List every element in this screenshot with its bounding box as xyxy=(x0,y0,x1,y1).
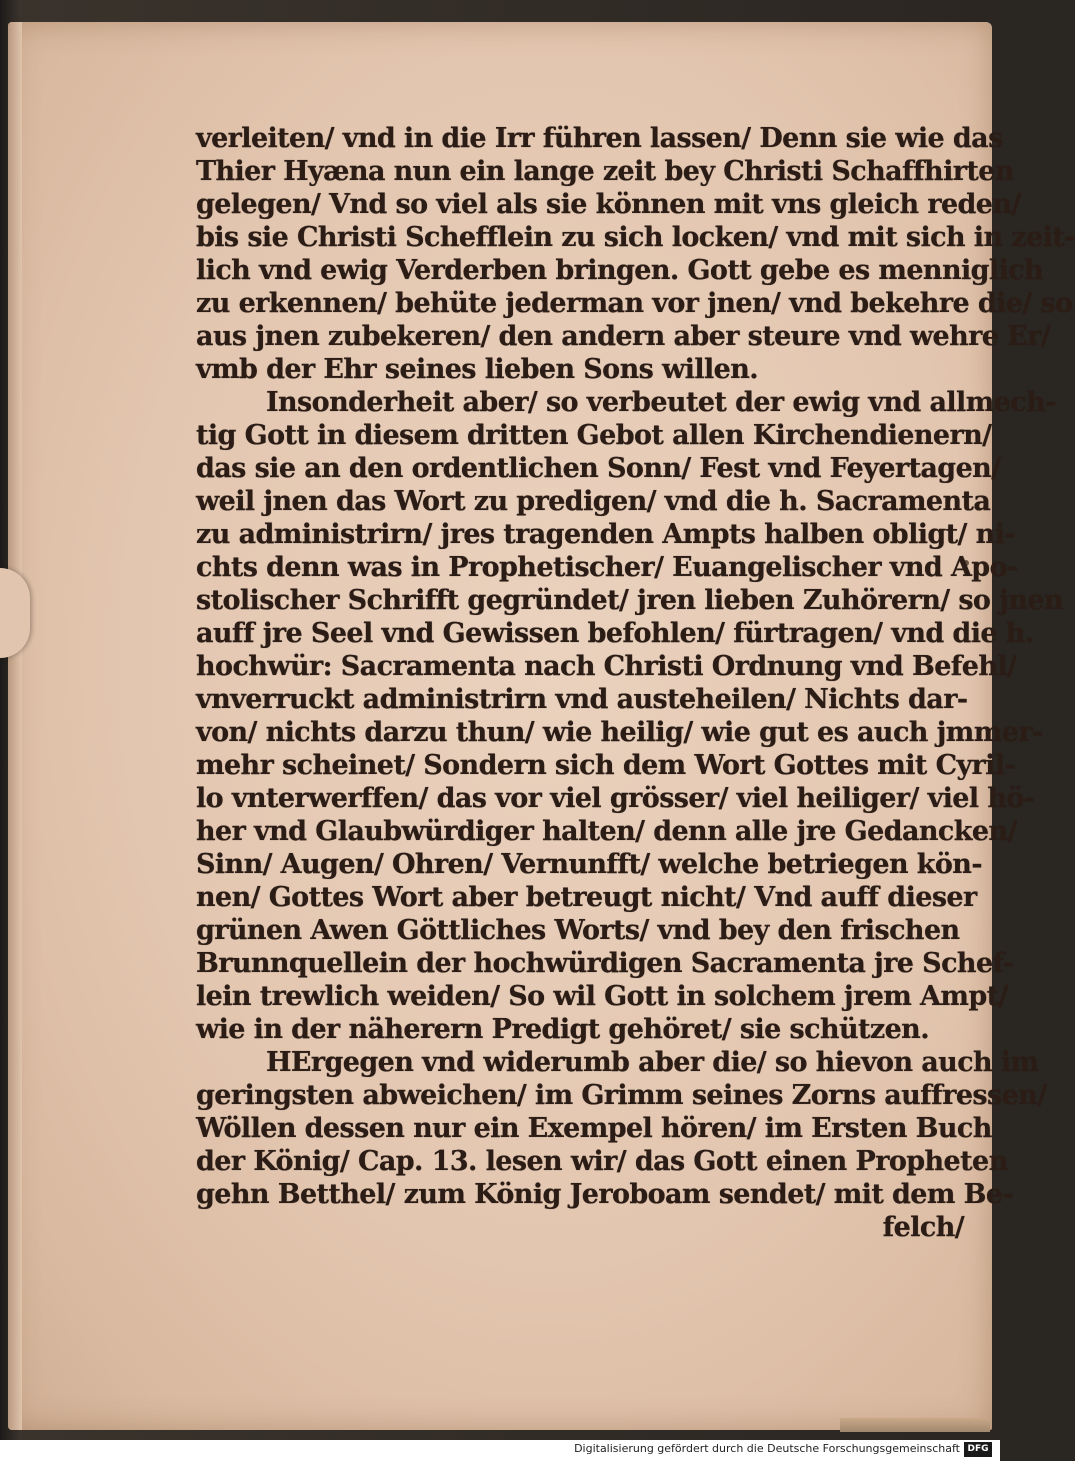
dfg-logo: DFG xyxy=(964,1442,992,1457)
footer-credit: Digitalisierung gefördert durch die Deutsche Forschungsgemeinschaft xyxy=(574,1442,960,1455)
text-line: das sie an den ordentlichen Sonn/ Fest vnd Feyertagen/ xyxy=(196,453,1001,484)
text-line: Sinn/ Augen/ Ohren/ Vernunfft/ welche betriegen kön- xyxy=(196,849,982,880)
text-line: wie in der näherern Predigt gehöret/ sie schützen. xyxy=(196,1014,930,1045)
text-line: weil jnen das Wort zu predigen/ vnd die h. Sacramenta xyxy=(196,486,991,517)
text-line: der König/ Cap. 13. lesen wir/ das Gott einen Propheten xyxy=(196,1146,1008,1177)
text-line: lich vnd ewig Verderben bringen. Gott gebe es menniglich xyxy=(196,255,1044,286)
text-line: chts denn was in Prophetischer/ Euangelischer vnd Apo- xyxy=(196,552,1018,583)
text-line: Brunnquellein der hochwürdigen Sacramenta jre Schef- xyxy=(196,948,1014,979)
text-line: stolischer Schrifft gegründet/ jren lieben Zuhörern/ so jnen xyxy=(196,585,1063,616)
text-line: von/ nichts darzu thun/ wie heilig/ wie gut es auch jmmer- xyxy=(196,717,1043,748)
page-edge-left xyxy=(8,22,22,1430)
text-line: vmb der Ehr seines lieben Sons willen. xyxy=(196,354,759,385)
text-line: Thier Hyæna nun ein lange zeit bey Christi Schaffhirten xyxy=(196,156,1014,187)
text-line: auff jre Seel vnd Gewissen befohlen/ fürtragen/ vnd die h. xyxy=(196,618,1034,649)
text-line: her vnd Glaubwürdiger halten/ denn alle jre Gedancken/ xyxy=(196,816,1017,847)
text-line: bis sie Christi Schefflein zu sich locken/ vnd mit sich in zeit- xyxy=(196,222,1075,253)
text-line: zu administrirn/ jres tragenden Ampts halben obligt/ ni- xyxy=(196,519,1015,550)
text-line: lein trewlich weiden/ So wil Gott in solchem jrem Ampt/ xyxy=(196,981,1008,1012)
text-line: nen/ Gottes Wort aber betreugt nicht/ Vnd auff dieser xyxy=(196,882,977,913)
text-line: gelegen/ Vnd so viel als sie können mit vns gleich reden/ xyxy=(196,189,1021,220)
text-line: hochwür: Sacramenta nach Christi Ordnung vnd Befehl/ xyxy=(196,651,1017,682)
text-block xyxy=(196,122,1075,1243)
text-line: aus jnen zubekeren/ den andern aber steure vnd wehre Er/ xyxy=(196,321,1051,352)
text-line: vnverruckt administrirn vnd austeheilen/ Nichts dar- xyxy=(196,684,968,715)
text-line: zu erkennen/ behüte jederman vor jnen/ vnd bekehre die/ so xyxy=(196,288,1073,319)
page-edge-bottom xyxy=(840,1418,990,1432)
text-line: verleiten/ vnd in die Irr führen lassen/ Denn sie wie das xyxy=(196,123,1003,154)
footer-bar xyxy=(0,1440,1000,1461)
text-line: Wöllen dessen nur ein Exempel hören/ im Ersten Buch xyxy=(196,1113,992,1144)
text-line: mehr scheinet/ Sondern sich dem Wort Gottes mit Cyril- xyxy=(196,750,1016,781)
text-line: lo vnterwerffen/ das vor viel grösser/ viel heiliger/ viel hö- xyxy=(196,783,1035,814)
text-line: grünen Awen Göttliches Worts/ vnd bey den frischen xyxy=(196,915,960,946)
text-line: Insonderheit aber/ so verbeutet der ewig vnd allmech- xyxy=(266,387,1056,418)
text-line: tig Gott in diesem dritten Gebot allen Kirchendienern/ xyxy=(196,420,992,451)
text-line-last: felch/ xyxy=(882,1212,964,1243)
text-line: geringsten abweichen/ im Grimm seines Zorns auffressen/ xyxy=(196,1080,1047,1111)
text-line: gehn Betthel/ zum König Jeroboam sendet/ mit dem Be- xyxy=(196,1179,1014,1210)
text-line: HErgegen vnd widerumb aber die/ so hievon auch im xyxy=(266,1047,1039,1078)
